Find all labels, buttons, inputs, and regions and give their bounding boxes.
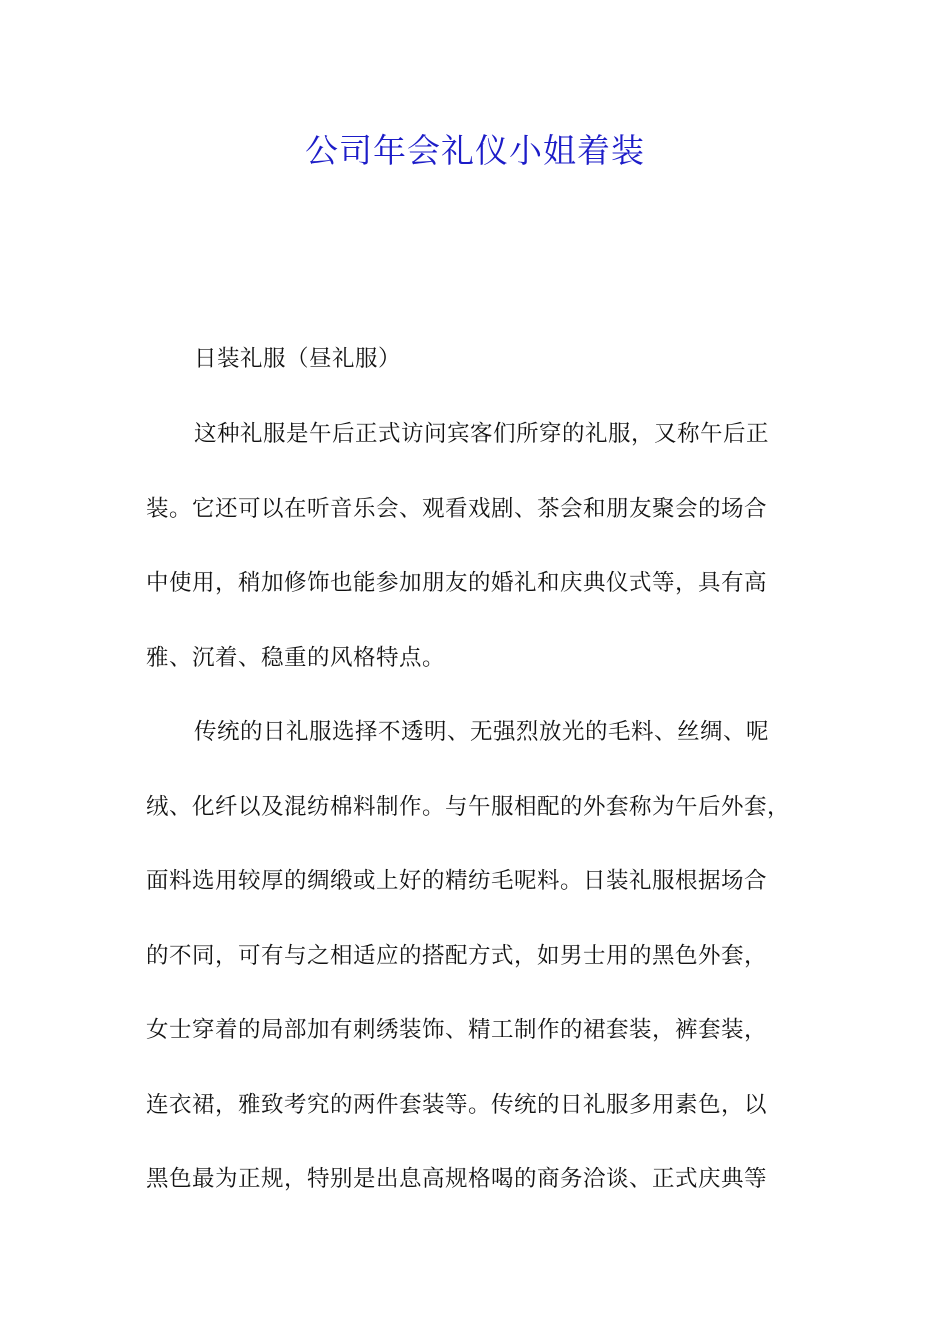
- paragraph-line: 女士穿着的局部加有刺绣装饰、精工制作的裙套装，裤套装，: [146, 1017, 768, 1043]
- paragraph-line: 这种礼服是午后正式访问宾客们所穿的礼服，又称午后正: [194, 421, 770, 447]
- paragraph-line: 装。它还可以在听音乐会、观看戏剧、茶会和朋友聚会的场合: [146, 495, 768, 522]
- paragraph-line: 的不同，可有与之相适应的搭配方式，如男士用的黑色外套，: [146, 942, 768, 969]
- page-title: 公司年会礼仪小姐着装: [305, 131, 645, 170]
- paragraph-line: 雅、沉着、稳重的风格特点。: [146, 644, 446, 671]
- section-heading: 日装礼服（昼礼服）: [194, 346, 402, 372]
- paragraph-2: [146, 695, 808, 1217]
- paragraph-line: 面料选用较厚的绸缎或上好的精纺毛呢料。日装礼服根据场合: [146, 868, 768, 894]
- paragraph-line: 中使用，稍加修饰也能参加朋友的婚礼和庆典仪式等，具有高: [146, 570, 768, 596]
- paragraph-line: 黑色最为正规，特别是出息高规格喝的商务洽谈、正式庆典等: [146, 1166, 768, 1192]
- paragraph-line: 连衣裙，雅致考究的两件套装等。传统的日礼服多用素色，以: [146, 1091, 768, 1118]
- paragraph-line: 绒、化纤以及混纺棉料制作。与午服相配的外套称为午后外套，: [146, 793, 791, 820]
- paragraph-line: 传统的日礼服选择不透明、无强烈放光的毛料、丝绸、呢: [194, 719, 770, 745]
- paragraph-1: [146, 397, 808, 695]
